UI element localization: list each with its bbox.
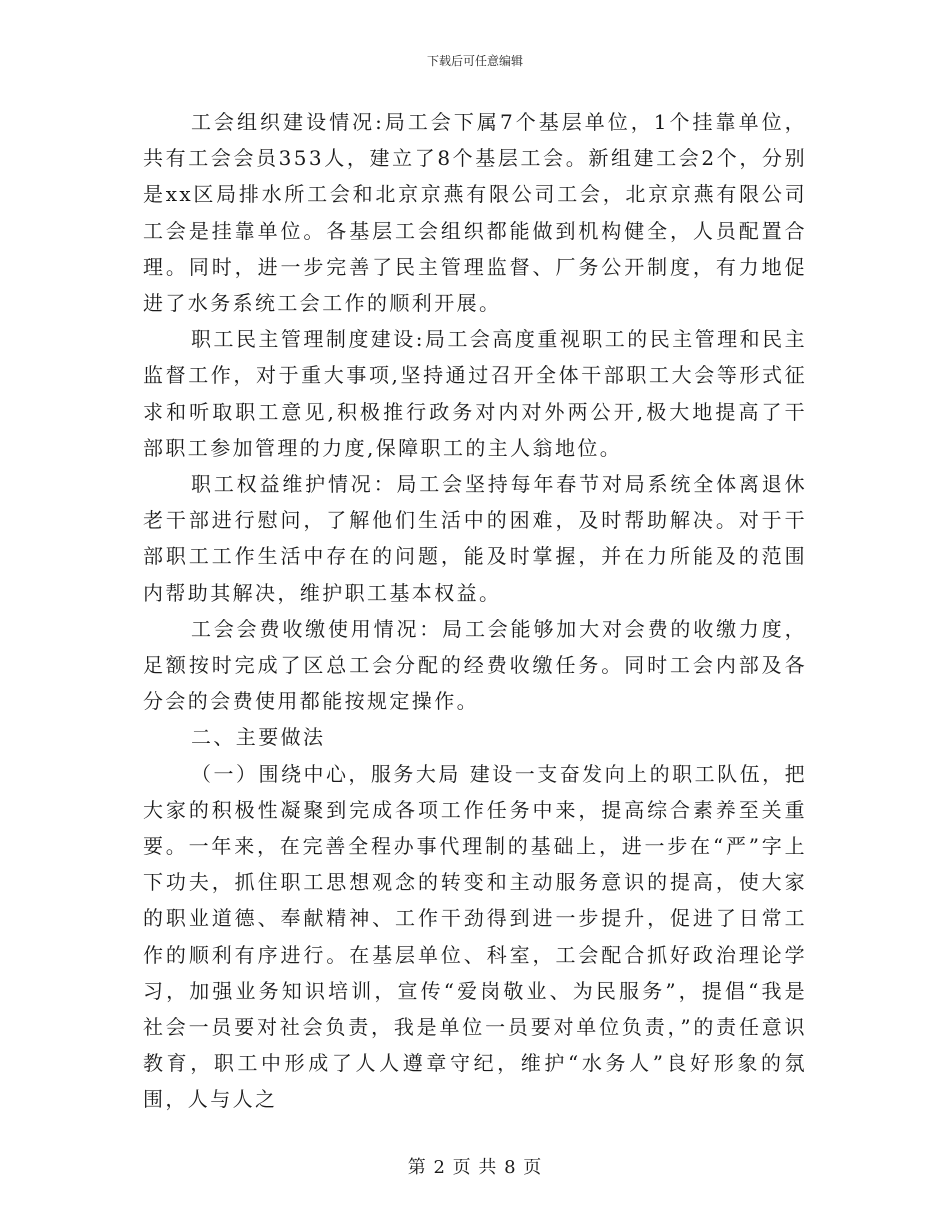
page-header: 下载后可任意编辑 (426, 54, 523, 68)
document-body (143, 104, 807, 1118)
paragraph-democratic-management: 职工民主管理制度建设:局工会高度重视职工的民主管理和民主监督工作，对于重大事项,坚持通过召开全体干部职工大会等形式征求和听取职工意见,积极推行政务对内对外两公开,极大地提高了干部职工参加管理的力度,保障职工的主人翁地位。 (143, 327, 807, 460)
section-heading-main-practices: 二、主要做法 (191, 725, 326, 750)
paragraph-serve-center: （一）围绕中心，服务大局 建设一支奋发向上的职工队伍，把大家的积极性凝聚到完成各项工作任务中来，提高综合素养至关重要。一年来，在完善全程办事代理制的基础上，进一步在“严”字上下功夫，抓住职工思想观念的转变和主动服务意识的提高，使大家的职业道德、奉献精神、工作干劲得到进一步提升，促进了日常工作的顺利有序进行。在基层单位、科室，工会配合抓好政治理论学习，加强业务知识培训，宣传“爱岗敬业、为民服务”，提倡“我是社会一员要对社会负责，我是单位一员要对单位负责，”的责任意识教育，职工中形成了人人遵章守纪，维护“水务人”良好形象的氛围，人与人之 (143, 761, 807, 1112)
paragraph-rights-protection: 职工权益维护情况：局工会坚持每年春节对局系统全体离退休老干部进行慰问，了解他们生活中的困难，及时帮助解决。对于干部职工工作生活中存在的问题，能及时掌握，并在力所能及的范围内帮助其解决，维护职工基本权益。 (143, 472, 807, 605)
paragraph-membership-fees: 工会会费收缴使用情况：局工会能够加大对会费的收缴力度，足额按时完成了区总工会分配的经费收缴任务。同时工会内部及各分会的会费使用都能按规定操作。 (143, 616, 807, 714)
paragraph-union-organization: 工会组织建设情况:局工会下属7个基层单位，1个挂靠单位，共有工会会员353人，建立了8个基层工会。新组建工会2个，分别是xx区局排水所工会和北京京燕有限公司工会，北京京燕有限公司工会是挂靠单位。各基层工会组织都能做到机构健全，人员配置合理。同时，进一步完善了民主管理监督、厂务公开制度，有力地促进了水务系统工会工作的顺利开展。 (143, 110, 807, 316)
page-number-footer: 第 2 页 共 8 页 (407, 1157, 543, 1178)
